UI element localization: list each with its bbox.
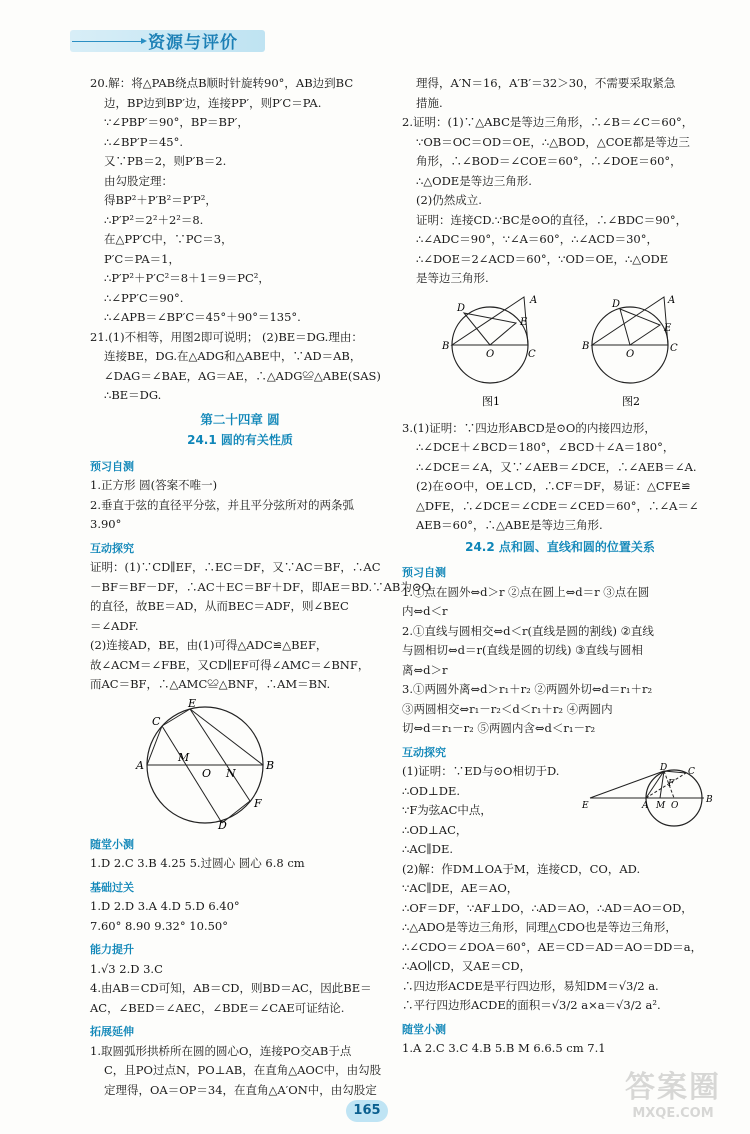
text-line: ∵AC∥DE，AE＝AO， xyxy=(402,881,519,895)
text-line: 2.①直线与圆相交⇔d＜r(直线是圆的割线) ②直线 xyxy=(402,623,654,638)
text-line: 证明：(1)∵CD∥EF，∴EC＝DF，又∵AC＝BF，∴AC xyxy=(90,560,381,574)
text-line: 2.证明：(1)∵△ABC是等边三角形，∴∠B＝∠C＝60°， xyxy=(402,115,694,129)
text-line: ∴AO∥CD，又AE＝CD， xyxy=(402,959,532,973)
text-line: 21.(1)不相等，用图2即可说明； (2)BE＝DG.理由： xyxy=(90,329,363,344)
text-line: ∴∠PP′C＝90°. xyxy=(104,290,184,305)
label-F: F xyxy=(668,779,675,789)
subsection-title: 预习自测 xyxy=(90,459,134,473)
text-line: ∴BE＝DG. xyxy=(104,388,162,402)
label-N: N xyxy=(226,766,236,780)
text-line: 1.√3 2.D 3.C xyxy=(90,961,163,976)
text-line: 内⇔d＜r xyxy=(402,604,448,618)
chapter-title: 第二十四章 圆 xyxy=(200,411,280,427)
text-line: 2.垂直于弦的直径平分弦，并且平分弦所对的两条弧 xyxy=(90,497,354,512)
subsection-title: 基础过关 xyxy=(90,880,134,894)
text-line: ③两圆相交⇔r₁－r₂＜d＜r₁＋r₂ ④两圆内 xyxy=(402,701,613,716)
text-line: ∴AC∥DE. xyxy=(402,842,454,856)
text-line: ∴∠DCE＝∠A，又∵∠AEB＝∠DCE，∴∠AEB＝∠A. xyxy=(416,459,697,474)
watermark-url: MXQE.COM xyxy=(632,1106,714,1121)
figure-caption-2: 图2 xyxy=(622,394,640,408)
subsection-title: 预习自测 xyxy=(402,566,446,579)
text-line: 是等边三角形. xyxy=(416,271,489,285)
text-line: (2)连接AD，BE，由(1)可得△ADC≌△BEF， xyxy=(90,638,328,652)
label-E: E xyxy=(582,801,589,811)
text-line: ∴OD⊥AC， xyxy=(402,822,468,837)
text-line: ∴∠DCE＋∠BCD＝180°，∠BCD＋∠A＝180°， xyxy=(416,440,675,454)
text-line: AEB＝60°，∴△ABE是等边三角形. xyxy=(416,518,603,532)
text-line: 得BP²＋P′B²＝P′P²， xyxy=(104,193,217,207)
text-line: (2)仍然成立. xyxy=(416,193,482,207)
label-B: B xyxy=(442,340,450,352)
text-line: 而AC＝BF，∴△AMC≌△BNF，∴AM＝BN. xyxy=(90,677,331,691)
text-line: 3.(1)证明：∵四边形ABCD是⊙O的内接四边形， xyxy=(402,420,656,435)
q21-solution xyxy=(90,328,390,406)
label-E: E xyxy=(664,322,672,334)
text-line: 定理得，OA＝OP＝34，在直角△A′ON中，由勾股定 xyxy=(104,1082,377,1097)
label-D: D xyxy=(457,302,466,314)
text-line: ∴∠APB＝∠BP′C＝45°＋90°＝135°. xyxy=(104,310,301,324)
circle-chord-figure xyxy=(90,696,390,832)
watermark-logo xyxy=(608,1062,738,1126)
text-line: 1.A 2.C 3.C 4.B 5.B M 6.6.5 cm 7.1 xyxy=(402,1041,606,1055)
text-line: －BF＝BF－DF，∴AC＋EC＝BF＋DF，即AE＝BD.∵AB为⊙O xyxy=(90,579,431,594)
text-line: AC，∠BED＝∠AEC，∠BDE＝∠CAE可证结论. xyxy=(90,1000,345,1015)
text-line: C，且PO过点N，PO⊥AB，在直角△AOC中，由勾股 xyxy=(104,1063,382,1077)
text-line: 切⇔d＝r₁－r₂ ⑤两圆内含⇔d＜r₁－r₂ xyxy=(402,721,596,735)
text-line: 1.D 2.D 3.A 4.D 5.D 6.40° xyxy=(90,899,240,913)
text-line: ∴P′P²＋P′C²＝8＋1＝9＝PC²， xyxy=(104,271,270,285)
page-header xyxy=(0,0,750,62)
text-line: 离⇔d＞r xyxy=(402,662,448,677)
label-E: E xyxy=(188,696,197,710)
right-column xyxy=(402,74,718,1059)
text-line: 理得，A′N＝16，A′B′＝32＞30，不需要采取紧急 xyxy=(416,76,676,90)
text-line: 故∠ACM＝∠FBE，又CD∥EF可得∠AMC＝∠BNF， xyxy=(90,657,370,672)
subsection-title: 拓展延伸 xyxy=(90,1025,134,1038)
label-M: M xyxy=(656,801,666,811)
label-D: D xyxy=(218,818,227,832)
label-A: A xyxy=(530,294,538,306)
label-A: A xyxy=(136,758,144,772)
text-line: ∴四边形ACDE是平行四边形，易知DM＝√3/2 a. xyxy=(402,978,659,993)
subsection-title: 能力提升 xyxy=(90,943,134,956)
header-title: 资源与评价 xyxy=(148,33,238,53)
watermark-text: 答案圈 xyxy=(625,1070,721,1105)
text-line: 1.①点在圆外⇔d＞r ②点在圆上⇔d＝r ③点在圆 xyxy=(402,584,650,599)
tangent-circle-figure xyxy=(582,762,718,826)
label-C: C xyxy=(688,767,695,777)
text-line: △DFE，∴∠DCE＝∠CDE＝∠CED＝60°，∴∠A＝∠ xyxy=(416,498,699,513)
text-line: ∵OB＝OC＝OD＝OE，∴△BOD，△COE都是等边三 xyxy=(416,134,690,149)
text-line: P′C＝PA＝1， xyxy=(104,251,180,266)
text-line: 与圆相切⇔d＝r(直线是圆的切线) ③直线与圆相 xyxy=(402,643,643,657)
text-line: (1)证明：∵ED与⊙O相切于D. xyxy=(402,764,560,778)
text-line: 证明：连接CD.∵BC是⊙O的直径，∴∠BDC＝90°， xyxy=(416,212,688,227)
text-line: ∴∠BP′P＝45°. xyxy=(104,134,184,149)
text-line: ∴OD⊥DE. xyxy=(402,783,461,798)
text-line: 边，BP边到BP′边，连接PP′，则P′C＝PA. xyxy=(104,95,322,110)
text-line: 连接BE，DG.在△ADG和△ABE中，∵AD＝AB， xyxy=(104,349,362,363)
text-line: ∴∠DOE＝2∠ACD＝60°，∵OD＝OE，∴△ODE xyxy=(416,251,669,266)
text-line: 又∵PB＝2，则P′B＝2. xyxy=(104,154,227,168)
text-line: 3.90° xyxy=(90,517,122,531)
subsection-title: 互动探究 xyxy=(402,745,446,759)
text-line: ∵∠PBP′＝90°，BP＝BP′， xyxy=(104,115,249,129)
text-line: 1.正方形 圆(答案不唯一) xyxy=(90,478,218,492)
label-C: C xyxy=(152,714,161,728)
page-number: 165 xyxy=(346,1100,388,1122)
text-line: 4.由AB＝CD可知，AB＝CD，则BD＝AC，因此BE＝ xyxy=(90,981,372,995)
subsection-title: 随堂小测 xyxy=(90,837,134,851)
text-line: 7.60° 8.90 9.32° 10.50° xyxy=(90,918,228,933)
label-F: F xyxy=(254,796,262,810)
text-line: (2)在⊙O中，OE⊥CD，∴CF＝DF，易证：△CFE≌ xyxy=(416,479,691,493)
section-title: 24.2 点和圆、直线和圆的位置关系 xyxy=(465,539,655,554)
label-D: D xyxy=(612,298,621,310)
text-line: (2)解：作DM⊥OA于M，连接CD，CO，AD. xyxy=(402,861,641,876)
equilateral-circle-figures xyxy=(402,295,718,413)
label-O: O xyxy=(671,801,679,811)
label-A: A xyxy=(642,801,649,811)
text-line: 在△PP′C中，∵PC＝3， xyxy=(104,232,233,246)
text-line: ∠DAG＝∠BAE，AG＝AE，∴△ADG≌△ABE(SAS) xyxy=(104,368,381,383)
text-line: ∴∠CDO＝∠DOA＝60°，AE＝CD＝AD＝AO＝DD＝a， xyxy=(402,939,703,954)
label-C: C xyxy=(528,348,536,360)
label-B: B xyxy=(706,795,713,805)
label-O: O xyxy=(202,766,212,780)
text-line: 的直径，故BE＝AD，从而BEC＝ADF，则∠BEC xyxy=(90,599,349,613)
text-line: ∴P′P²＝2²＋2²＝8. xyxy=(104,212,204,227)
label-O: O xyxy=(626,348,635,360)
text-line: ∵F为弦AC中点， xyxy=(402,803,492,817)
label-M: M xyxy=(178,750,190,764)
label-B: B xyxy=(266,758,275,772)
subsection-title: 随堂小测 xyxy=(402,1022,446,1036)
subsection-title: 互动探究 xyxy=(90,541,134,555)
label-B: B xyxy=(582,340,590,352)
text-line: ∴△ODE是等边三角形. xyxy=(416,173,532,188)
label-A: A xyxy=(668,294,676,306)
text-line: 1.D 2.C 3.B 4.25 5.过圆心 圆心 6.8 cm xyxy=(90,856,305,870)
figure-caption-1: 图1 xyxy=(482,394,500,408)
text-line: ∴平行四边形ACDE的面积＝√3/2 a×a＝√3/2 a². xyxy=(402,998,661,1012)
text-line: ∴△ADO是等边三角形，同理△CDO也是等边三角形， xyxy=(402,920,677,934)
text-line: 由勾股定理： xyxy=(104,173,173,188)
label-D: D xyxy=(660,763,668,773)
text-line: 1.取圆弧形拱桥所在圆的圆心O，连接PO交AB于点 xyxy=(90,1043,352,1058)
arrow-icon xyxy=(72,41,142,42)
q20-solution xyxy=(90,74,390,328)
label-O: O xyxy=(486,348,495,360)
section-title: 24.1 圆的有关性质 xyxy=(187,433,293,447)
text-line: ∴∠ADC＝90°，∵∠A＝60°，∴∠ACD＝30°， xyxy=(416,232,658,246)
text-line: ∴OF＝DF，∵AF⊥DO，∴AD＝AO，∴AD＝AO＝OD， xyxy=(402,900,693,915)
text-line: 角形，∴∠BOD＝∠COE＝60°，∴∠DOE＝60°， xyxy=(416,154,682,168)
label-E: E xyxy=(520,316,528,328)
label-C: C xyxy=(670,342,678,354)
text-line: 3.①两圆外离⇔d＞r₁＋r₂ ②两圆外切⇔d＝r₁＋r₂ xyxy=(402,682,653,696)
text-line: 措施. xyxy=(416,95,443,110)
text-line: ＝∠ADF. xyxy=(90,618,139,633)
text-line: 20.解：将△PAB绕点B顺时针旋转90°，AB边到BC xyxy=(90,76,354,90)
